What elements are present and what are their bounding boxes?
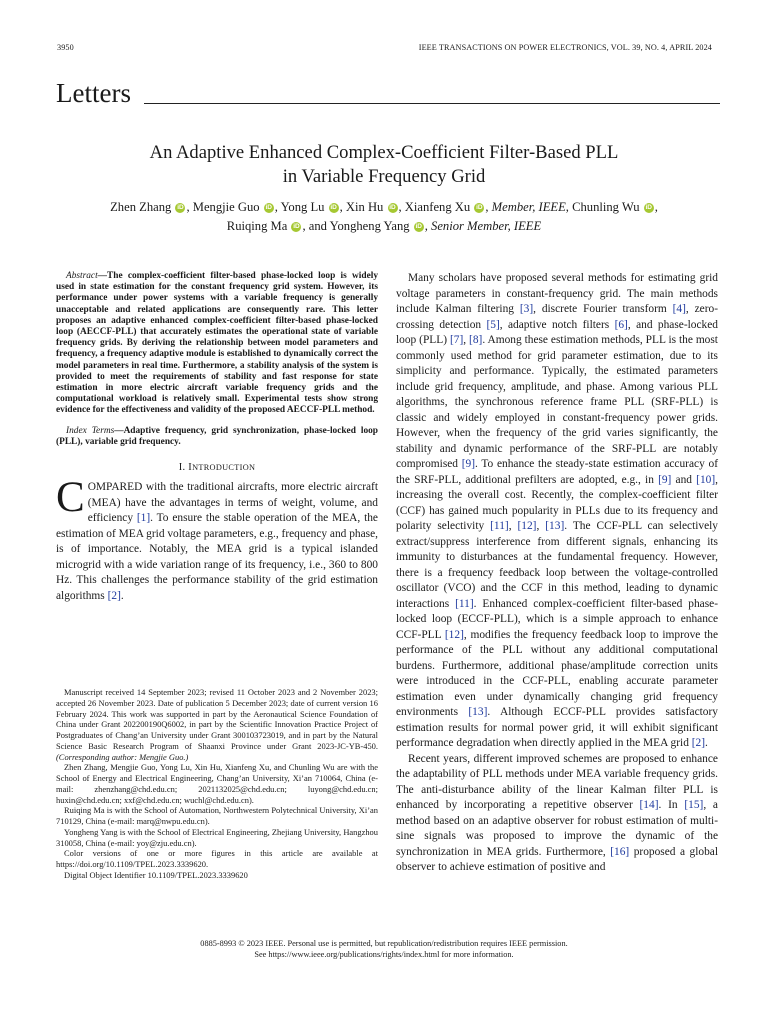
author-name: Zhen Zhang — [110, 200, 172, 214]
citation-link[interactable]: [15] — [684, 799, 704, 811]
index-terms: Index Terms—Adaptive frequency, grid synchronization, phase-locked loop (PLL), variable grid frequency. — [56, 425, 378, 447]
citation-link[interactable]: [13] — [545, 520, 565, 532]
right-column — [396, 271, 718, 876]
citation-link[interactable]: [2] — [691, 737, 706, 749]
footnote-doi: Digital Object Identifier 10.1109/TPEL.2023.3339620 — [64, 869, 248, 880]
footer-line-2: See https://www.ieee.org/publications/rights/index.html for more information. — [254, 950, 514, 959]
citation-link[interactable]: [4] — [672, 303, 686, 315]
footnotes — [56, 687, 378, 881]
footnote-affiliation: Ruiqing Ma is with the School of Automation, Northwestern Polytechnical University, Xi’an 710129, China (e-mail: marq@nwpu.edu.cn). — [56, 805, 378, 826]
copyright-footer — [60, 938, 708, 960]
index-terms-text: Adaptive frequency, grid synchronization, phase-locked loop (PLL), variable grid frequency. — [56, 425, 378, 447]
footnote-affiliation: Yongheng Yang is with the School of Electrical Engineering, Zhejiang University, Hangzhou 310058, China (e-mail: yoy@zju.edu.cn). — [56, 826, 378, 848]
citation-link[interactable]: [13] — [468, 706, 488, 718]
section-rule — [144, 103, 720, 104]
citation-link[interactable]: [1] — [136, 512, 151, 525]
journal-header: IEEE TRANSACTIONS ON POWER ELECTRONICS, VOL. 39, NO. 4, APRIL 2024 — [418, 43, 712, 52]
paper-title — [60, 141, 708, 189]
orcid-icon[interactable]: iD — [177, 204, 184, 211]
abstract-label: Abstract — [66, 271, 98, 281]
section-heading-introduction: I. INTRODUCTION — [178, 462, 256, 474]
orcid-icon[interactable]: iD — [265, 204, 272, 211]
orcid-icon[interactable]: iD — [293, 223, 300, 230]
citation-link[interactable]: [14] — [639, 799, 659, 811]
orcid-icon[interactable]: iD — [389, 204, 396, 211]
body-paragraph: Recent years, different improved schemes are proposed to enhance the adaptability of PLL methods under MEA variable frequency grids. The anti-disturbance ability of the linear Kalman filter PLL is enhanced by incorporating a repetitive observer [14]. In [15], a method based on an adaptive observer for robust estimation of multi-sine signals was proposed to improve the dynamic of the synchronization in MEA grids. Furthermore, [16] proposed a global observer to achieve estimation of positive and — [396, 752, 719, 873]
drop-cap: C — [56, 474, 85, 522]
citation-link[interactable]: [9] — [461, 458, 476, 470]
abstract-text: The complex-coefficient filter-based phase-locked loop is widely used in state estimation for the constant frequency grid system. However, its performance under power systems with a variable frequency is generally unacceptable and related applications are consequently rare. This letter proposes an adaptive enhanced complex-coefficient filter-based phase-locked loop (AECCF-PLL) that accurately estimates the operational state of variable frequency grids. By deriving the relationship between model parameters and frequency, a frequency adaptive module is established to dynamically correct the model parameters in real time. Furthermore, a stability analysis of the system is provided to meet the requirements of stability and fast response for state estimation in more electric aircraft variable frequency grids and the computational workload is relatively small. Experimental tests show strong evidence for the effectiveness and validity of the proposed AECCF-PLL method. — [56, 271, 378, 416]
citation-link[interactable]: [10] — [696, 473, 716, 486]
left-column — [56, 271, 378, 604]
body-paragraph: Many scholars have proposed several methods for estimating grid voltage parameters in constant-frequency grid. The main methods include Kalman filtering [3], discrete Fourier transform [4], zero-crossing detection [5], adaptive notch filters [6], and phase-locked loop (PLL) [7], [8]. Among these estimation methods, PLL is the most commonly used method for grid parameter estimation, due to its simplicity and performance. Typically, the estimated parameters include grid frequency, amplitude, and phase. Among various PLL algorithms, the synchronous reference frame PLL (SRF-PLL) is classic and widely employed in constant-frequency power grids. However, when the frequency of the grid varies significantly, the stability and dynamic performance of the SRF-PLL are notably compromised [9]. To enhance the steady-state estimation accuracy of the SRF-PLL, additional prefilters are adopted, e.g., in [9] and [10], increasing the overall cost. Recently, the complex-coefficient filter (CCF) has gained much popularity in PLLs due to its frequency and polarity selectivity [11], [12], [13]. The CCF-PLL can selectively extract/suppress interference from different signals, enhancing its immunity to disturbances at the fundamental frequency. However, there is a frequency feedback loop between the voltage-controlled oscillator (VCO) and the CCF in this method, leading to dynamic interactions [11]. Enhanced complex-coefficient filter-based phase-locked loop (ECCF-PLL), which is a simple approach to enhance CCF-PLL [12], modifies the frequency feedback loop to improve the performance of the PLL without any additional computational burdens. Furthermore, additional phase/amplitude correction units were introduced in the CCF-PLL, enabling accurate parameter estimation even under dynamically changing grid frequency environments [13]. Although ECCF-PLL provides satisfactory estimation results for normal power grid, it will exhibit significant performance degradation when directly applied in the MEA grid [2]. — [396, 272, 719, 749]
author-line-2: Ruiqing Ma iD , and Yongheng Yang iD , Senior Member, IEEE — [226, 219, 542, 233]
index-terms-label: Index Terms — [66, 425, 115, 436]
author-conjunction: and — [308, 219, 327, 233]
footnote-color-versions: Color versions of one or more figures in this article are available at https://doi.org/10.1109/TPEL.2023.3339620. — [56, 848, 378, 869]
citation-link[interactable]: [16] — [610, 845, 630, 858]
author-name: Ruiqing Ma — [226, 219, 288, 233]
orcid-icon[interactable]: iD — [415, 223, 422, 230]
author-name: Yongheng Yang — [329, 219, 410, 233]
footnote-manuscript: Manuscript received 14 September 2023; revised 11 October 2023 and 2 November 2023; accepted 26 November 2023. Date of publication 5 December 2023; date of current version 16 February 2024. This work was supported in part by the Aeronautical Science Foundation of China under Grant 202200190Q6002, in part by the Scientific Innovation Practice Project of Postgraduates of Chang’an University under Grant 300103723019, and in part by the Natural Science Basic Research Program of Shaanxi Province under Grant 2023-JC-YB-450. (Corresponding author: Mengjie Guo.) — [56, 687, 378, 762]
citation-link[interactable]: [8] — [469, 334, 483, 346]
footer-line-1: 0885-8993 © 2023 IEEE. Personal use is permitted, but republication/redistribution requires IEEE permission. — [200, 939, 568, 948]
citation-link[interactable]: [12] — [517, 520, 537, 532]
orcid-icon[interactable]: iD — [476, 204, 483, 211]
orcid-icon[interactable]: iD — [330, 204, 337, 211]
title-line-1: An Adaptive Enhanced Complex-Coefficient Filter-Based PLL — [149, 142, 619, 163]
citation-link[interactable]: [11] — [490, 520, 509, 532]
orcid-icon[interactable]: iD — [645, 204, 652, 211]
citation-link[interactable]: [5] — [486, 318, 500, 331]
author-line-1: Zhen Zhang iD , Mengjie Guo iD , Yong Lu iD , Xin Hu iD , Xianfeng Xu iD , Member, IEEE, Chunling Wu iD , — [110, 200, 658, 214]
citation-link[interactable]: [11] — [455, 597, 474, 610]
citation-link[interactable]: [7] — [449, 334, 464, 346]
citation-link[interactable]: [9] — [658, 473, 672, 486]
intro-paragraph: COMPARED with the traditional aircrafts, more electric aircraft (MEA) have the advantages in terms of weight, volume, and efficiency [1]. To ensure the stable operation of the MEA, the estimation of MEA grid voltage parameters, e.g., frequency and phase, is of importance. Notably, the MEA grid is a typical islanded microgrid with a wide variation range of its frequency, i.e., 360 to 800 Hz. This challenges the performance stability of the grid estimation algorithms [2]. — [56, 474, 378, 602]
page-number: 3950 — [57, 43, 74, 52]
author-name: Xin Hu — [345, 200, 384, 214]
abstract: Abstract—The complex-coefficient filter-based phase-locked loop is widely used in state estimation for the constant frequency grid system. However, its performance under power systems with a variable frequency is generally unacceptable and related applications are consequently rare. This letter proposes an adaptive enhanced complex-coefficient filter-based phase-locked loop (AECCF-PLL) that accurately estimates the operational state of variable frequency grids. By deriving the relationship between model parameters and frequency, a frequency adaptive module is established to dynamically correct the model parameters in real time. Furthermore, a stability analysis of the system is provided to meet the requirements of stability and fast response for state estimation in more electric aircraft variable frequency grids and the computational workload is relatively small. Experimental tests show strong evidence for the effectiveness and validity of the proposed AECCF-PLL method. — [56, 271, 378, 416]
author-name: Xianfeng Xu — [404, 200, 471, 214]
author-membership: Member, IEEE — [491, 200, 566, 214]
author-name: Yong Lu — [280, 200, 325, 214]
author-list — [60, 198, 708, 236]
citation-link[interactable]: [12] — [444, 628, 464, 641]
author-name: Mengjie Guo — [192, 200, 260, 214]
section-heading-letters: Letters — [56, 78, 131, 108]
author-name: Chunling Wu — [572, 200, 640, 214]
author-membership: Senior Member, IEEE — [431, 219, 542, 233]
footnote-affiliation: Zhen Zhang, Mengjie Guo, Yong Lu, Xin Hu, Xianfeng Xu, and Chunling Wu are with the School of Energy and Electrical Engineering, Chang’an University, Xi’an 710064, China (e-mail: zhenzhang@chd.edu.cn; 2021132025@chd.edu.cn; luyong@chd.edu.cn; huxin@chd.edu.cn; xxf@chd.edu.cn; wuchl@chd.edu.cn). — [56, 762, 378, 805]
title-line-2: in Variable Frequency Grid — [282, 166, 486, 187]
citation-link[interactable]: [6] — [614, 318, 628, 331]
citation-link[interactable]: [3] — [519, 303, 534, 315]
citation-link[interactable]: [2] — [107, 589, 121, 602]
